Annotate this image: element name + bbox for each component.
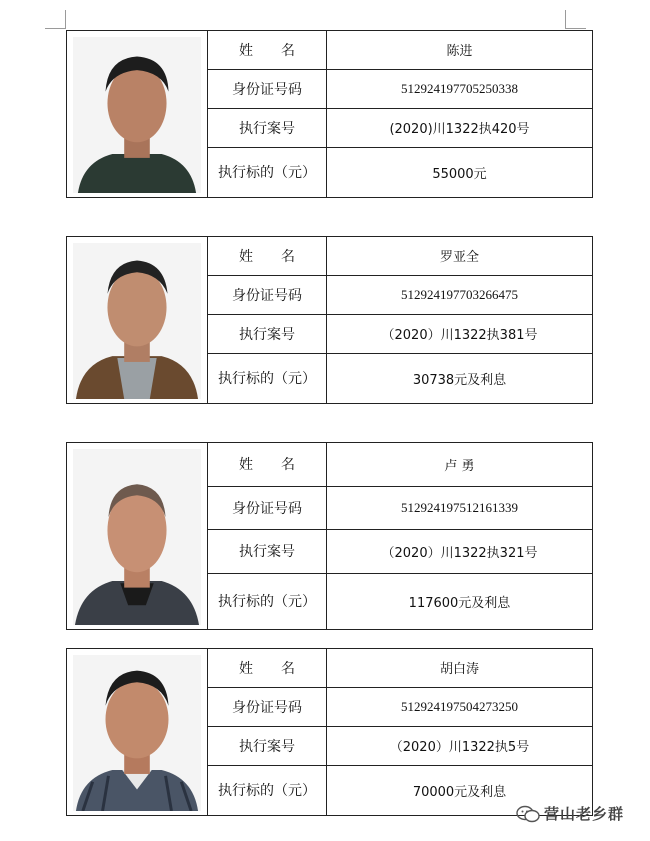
case-value: (2020)川1322执420号 bbox=[389, 122, 530, 138]
portrait-photo bbox=[73, 449, 201, 625]
amount-label: 执行标的（元） bbox=[208, 574, 327, 629]
case-label: 执行案号 bbox=[208, 109, 327, 147]
id-value: 512924197705250338 bbox=[401, 80, 518, 96]
name-label: 姓 名 bbox=[208, 649, 327, 687]
person-record-1 bbox=[66, 30, 593, 198]
portrait-photo bbox=[73, 243, 201, 399]
id-label: 身份证号码 bbox=[208, 276, 327, 314]
name-value: 卢 勇 bbox=[444, 458, 475, 474]
case-label: 执行案号 bbox=[208, 315, 327, 353]
amount-value: 30738元及利息 bbox=[412, 372, 507, 388]
name-row bbox=[208, 237, 592, 276]
case-row bbox=[208, 109, 592, 148]
case-label: 执行案号 bbox=[208, 530, 327, 573]
case-value: （2020）川1322执381号 bbox=[381, 328, 538, 344]
page-corner-mark-right bbox=[565, 10, 586, 29]
photo-cell bbox=[67, 31, 208, 197]
id-row bbox=[208, 276, 592, 315]
watermark bbox=[516, 803, 624, 824]
case-value: （2020）川1322执321号 bbox=[381, 545, 538, 561]
name-value: 陈进 bbox=[446, 44, 473, 60]
name-label: 姓 名 bbox=[208, 237, 327, 275]
case-row bbox=[208, 727, 592, 766]
id-row bbox=[208, 688, 592, 727]
photo-cell bbox=[67, 649, 208, 815]
amount-row bbox=[208, 148, 592, 197]
case-label: 执行案号 bbox=[208, 727, 327, 765]
portrait-photo bbox=[73, 37, 201, 193]
wechat-icon bbox=[516, 805, 540, 823]
person-record-2 bbox=[66, 236, 593, 404]
amount-value: 70000元及利息 bbox=[412, 784, 507, 800]
photo-cell bbox=[67, 443, 208, 629]
id-value: 512924197504273250 bbox=[401, 698, 518, 714]
id-value: 512924197703266475 bbox=[401, 286, 518, 302]
person-record-3 bbox=[66, 442, 593, 630]
photo-cell bbox=[67, 237, 208, 403]
watermark-text: 营山老乡群 bbox=[544, 805, 625, 823]
amount-value: 117600元及利息 bbox=[408, 595, 511, 611]
id-value: 512924197512161339 bbox=[401, 499, 518, 515]
amount-label: 执行标的（元） bbox=[208, 354, 327, 403]
amount-row bbox=[208, 574, 592, 629]
name-value: 罗亚全 bbox=[439, 250, 479, 266]
person-record-4 bbox=[66, 648, 593, 816]
id-label: 身份证号码 bbox=[208, 688, 327, 726]
amount-label: 执行标的（元） bbox=[208, 766, 327, 815]
id-row bbox=[208, 487, 592, 531]
name-label: 姓 名 bbox=[208, 31, 327, 69]
name-row bbox=[208, 443, 592, 487]
name-row bbox=[208, 649, 592, 688]
name-value: 胡白涛 bbox=[439, 662, 479, 678]
id-label: 身份证号码 bbox=[208, 487, 327, 530]
amount-value: 55000元 bbox=[432, 166, 487, 182]
name-row bbox=[208, 31, 592, 70]
case-value: （2020）川1322执5号 bbox=[389, 740, 530, 756]
case-row bbox=[208, 315, 592, 354]
name-label: 姓 名 bbox=[208, 443, 327, 486]
id-label: 身份证号码 bbox=[208, 70, 327, 108]
page-corner-mark-left bbox=[45, 10, 66, 29]
portrait-photo bbox=[73, 655, 201, 811]
amount-row bbox=[208, 354, 592, 403]
id-row bbox=[208, 70, 592, 109]
amount-label: 执行标的（元） bbox=[208, 148, 327, 197]
case-row bbox=[208, 530, 592, 574]
